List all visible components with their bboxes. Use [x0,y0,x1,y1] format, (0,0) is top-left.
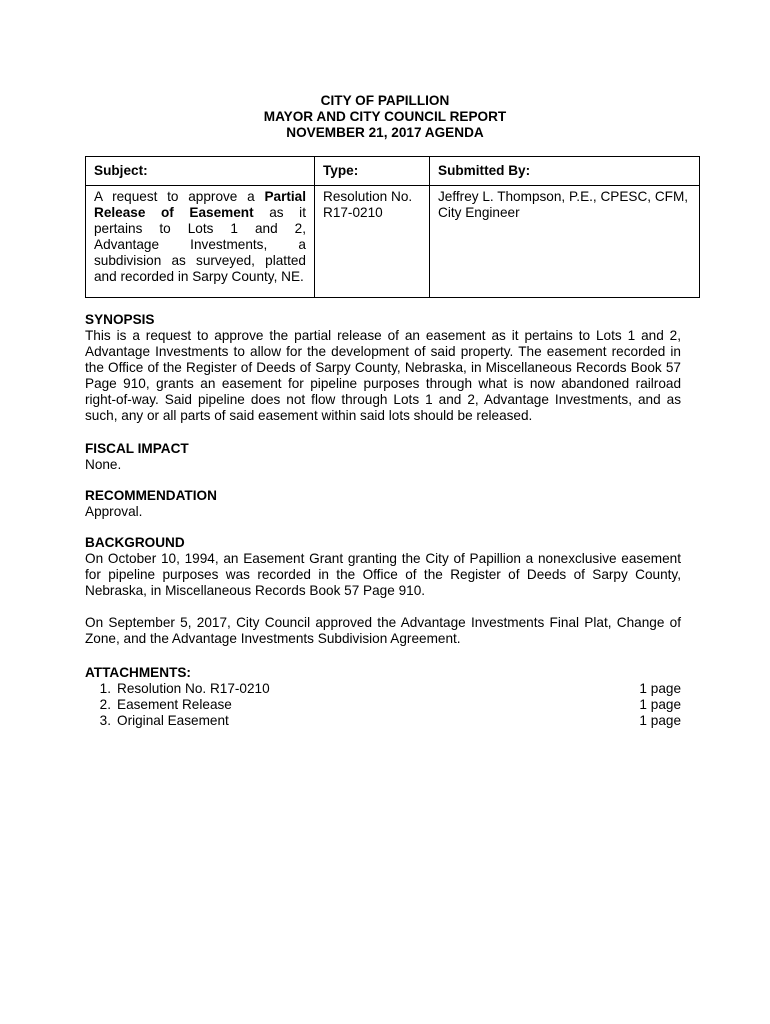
background-section [85,535,681,647]
report-title: MAYOR AND CITY COUNCIL REPORT [263,109,507,124]
report-header [85,93,685,141]
attachment-title: Easement Release [117,697,232,712]
list-item [85,697,681,713]
submitted-by-cell: Jeffrey L. Thompson, P.E., CPESC, CFM, City Engineer [430,186,700,298]
city-title: CITY OF PAPILLION [320,93,450,108]
attachment-title: Original Easement [117,713,229,728]
background-heading: BACKGROUND [85,535,185,550]
attachment-pages: 1 page [639,697,681,712]
type-header: Type: [315,157,430,186]
subject-text-bold: Partial Release of Easement [94,189,306,220]
type-cell: Resolution No. R17-0210 [315,186,430,298]
attachment-pages: 1 page [639,713,681,728]
attachments-section [85,665,681,729]
attachment-number: 2. [99,697,111,712]
attachment-title: Resolution No. R17-0210 [117,681,270,696]
list-item [85,713,681,729]
attachments-heading: ATTACHMENTS: [85,665,191,680]
recommendation-heading: RECOMMENDATION [85,488,217,503]
fiscal-impact-section [85,441,681,473]
list-item [85,681,681,697]
agenda-date: NOVEMBER 21, 2017 AGENDA [286,125,484,140]
fiscal-impact-heading: FISCAL IMPACT [85,441,189,456]
attachment-number: 1. [99,681,111,696]
fiscal-impact-text: None. [85,457,122,472]
synopsis-heading: SYNOPSIS [85,312,155,327]
synopsis-text: This is a request to approve the partial release of an easement as it pertains to Lots 1 and 2, Advantage Investments to allow for the development of said property. The easement recorded in the Office of the Register of Deeds of Sarpy County, Nebraska, in Miscellaneous Records Book 57 Page 910, grants an easement for pipeline purposes through what is now abandoned railroad right-of-way. Said pipeline does not flow through Lots 1 and 2, Advantage Investments, and as such, any or all parts of said easement within said lots should be released. [85,328,681,423]
background-paragraph-1: On October 10, 1994, an Easement Grant granting the City of Papillion a nonexclusive easement for pipeline purposes was recorded in the Office of the Register of Deeds of Sarpy County, Nebraska, in Miscellaneous Records Book 57 Page 910. [85,551,681,598]
report-info-table [85,156,700,298]
recommendation-text: Approval. [85,504,143,519]
subject-header: Subject: [86,157,315,186]
subject-cell [86,186,315,298]
attachment-number: 3. [99,713,111,728]
attachment-pages: 1 page [639,681,681,696]
subject-text-pre: A request to approve a [94,189,265,204]
background-paragraph-2: On September 5, 2017, City Council approved the Advantage Investments Final Plat, Change of Zone, and the Advantage Investments Subdivision Agreement. [85,615,681,646]
subject-text-post: as it pertains to Lots 1 and 2, Advantage Investments, a subdivision as surveyed, platted and recorded in Sarpy County, NE. [94,205,306,284]
recommendation-section [85,488,681,520]
submitted-by-header: Submitted By: [430,157,700,186]
synopsis-section [85,312,681,424]
attachments-list [85,681,681,729]
